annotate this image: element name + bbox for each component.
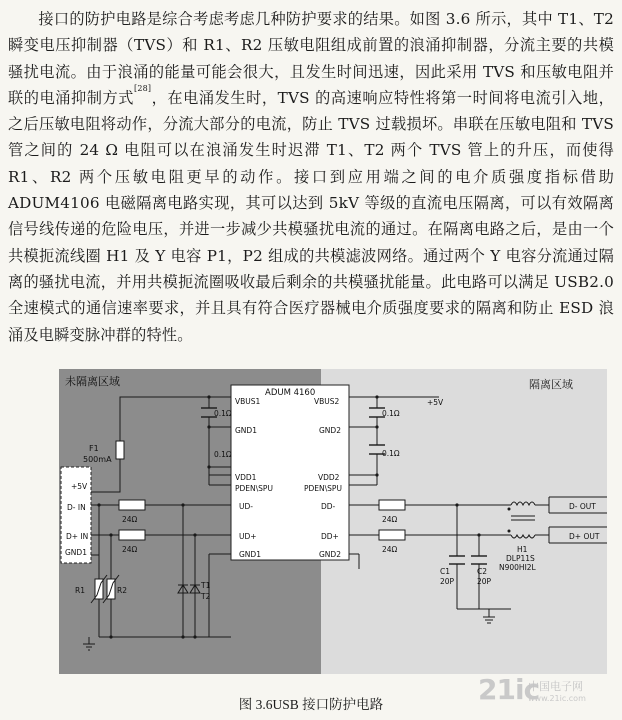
chip-pin-gnd1-bottom: GND1: [239, 550, 261, 559]
chip-pin-vbus1: VBUS1: [235, 397, 261, 406]
chip-pin-ud-minus: UD-: [239, 502, 253, 511]
cap-c2-value: 20P: [477, 577, 492, 586]
resistor-in-dp-label: 24Ω: [122, 545, 138, 554]
connector-pin-d-minus: D- IN: [67, 503, 86, 512]
output-d-minus: D- OUT: [569, 502, 596, 511]
chip-pin-ud-plus: UD+: [239, 532, 257, 541]
cap-c1-name: C1: [440, 567, 451, 576]
chip-pin-vdd1: VDD1: [235, 473, 257, 482]
chip-pin-pden-right: PDEN\SPU: [304, 484, 342, 493]
cap-vdd2-label: 0.1Ω: [382, 449, 400, 458]
fuse-label: F1: [89, 444, 99, 453]
chip-pin-pden-left: PDEN\SPU: [235, 484, 273, 493]
chip-pin-dd-minus: DD-: [321, 502, 336, 511]
isolated-region: [321, 369, 607, 674]
tvs-t1-label: T1: [201, 581, 211, 590]
varistor-r2-label: R2: [117, 586, 127, 595]
citation-ref[interactable]: [28]: [134, 83, 152, 93]
body-text-part1: 接口的防护电路是综合考虑考虑几种防护要求的结果。如图 3.6 所示，其中 T1、T2 瞬变电压抑制器（TVS）和 R1、R2 压敏电阻组成前置的浪涌抑制器，分流主要的共模骚扰电流。由于浪涌的能量可能会很大，且发生时间迅速，因此采用 TVS 和压敏电阻并联的电涌抑制方式: [8, 10, 614, 107]
fuse-rating: 500mA: [83, 455, 112, 464]
varistor-r1-label: R1: [75, 586, 85, 595]
body-paragraph: [8, 6, 614, 348]
connector-pin-5v: +5V: [71, 482, 88, 491]
connector-pin-d-plus: D+ IN: [66, 532, 89, 541]
isolated-region-label: 隔离区域: [529, 378, 573, 391]
output-d-plus: D+ OUT: [569, 532, 600, 541]
chip-pin-vbus2: VBUS2: [314, 397, 340, 406]
resistor-out-dp-label: 24Ω: [382, 545, 398, 554]
chip-pin-gnd1-top: GND1: [235, 426, 257, 435]
cap-vdd1-label: 0.1Ω: [214, 450, 232, 459]
cap-c1-value: 20P: [440, 577, 455, 586]
fuse-f1: [116, 441, 124, 459]
connector-pin-gnd: GND1: [65, 548, 87, 557]
watermark-url: www.21ic.com: [528, 694, 586, 703]
choke-part-line2: N900HI2L: [499, 563, 536, 572]
figure-caption: 图 3.6USB 接口防护电路: [238, 697, 384, 712]
tvs-t2-label: T2: [201, 592, 211, 601]
choke-name: H1: [517, 545, 528, 554]
chip-pin-vdd2: VDD2: [318, 473, 340, 482]
chip-pin-dd-plus: DD+: [321, 532, 339, 541]
chip-pin-gnd2-top: GND2: [319, 426, 341, 435]
chip-pin-gnd2-bottom: GND2: [319, 550, 341, 559]
body-text-part2: ，在电涌发生时，TVS 的高速响应特性将第一时间将电流引入地，之后压敏电阻将动作，分流大部分的电流，防止 TVS 过载损坏。串联在压敏电阻和 TVS 管之间的 24 Ω 电阻可以在浪涌发生时迟滞 T1、T2 两个 TVS 管上的升压，而使得 R1、R2 两个压敏电阻更早的动作。接口到应用端之间的电介质强度指标借助 ADUM4106 电磁隔离电路实现，其可以达到 5kV 等级的直流电压隔离，可以有效隔离信号线传递的危险电压，并进一步减少共模骚扰电流的通过。在隔离电路之后，是由一个共模扼流线圈 H1 及 Y 电容 P1，P2 组成的共模滤波网络。通过两个 Y 电容分流通过隔离的骚扰电流，并用共模扼流圈吸收最后剩余的共模骚扰能量。此电路可以满足 USB2.0 全速模式的通信速率要求，并且具有符合医疗器械电介质强度要求的隔离和防止 ESD 浪涌及电瞬变脉冲群的特性。: [8, 88, 615, 344]
usb-protection-schematic: [59, 369, 607, 674]
choke-part-line1: DLP11S: [506, 554, 535, 563]
cap-vbus1-label: 0.1Ω: [214, 409, 232, 418]
supply-5v-label: +5V: [427, 398, 444, 407]
resistor-out-dm-label: 24Ω: [382, 515, 398, 524]
cap-c2-name: C2: [477, 567, 488, 576]
resistor-in-dm-label: 24Ω: [122, 515, 138, 524]
watermark-logo: 21ic: [478, 673, 540, 706]
chip-name: ADUM 4160: [265, 388, 316, 398]
watermark-site: 中国电子网: [528, 680, 583, 693]
non-isolated-region-label: 未隔离区域: [65, 375, 120, 388]
cap-vbus2-label: 0.1Ω: [382, 409, 400, 418]
